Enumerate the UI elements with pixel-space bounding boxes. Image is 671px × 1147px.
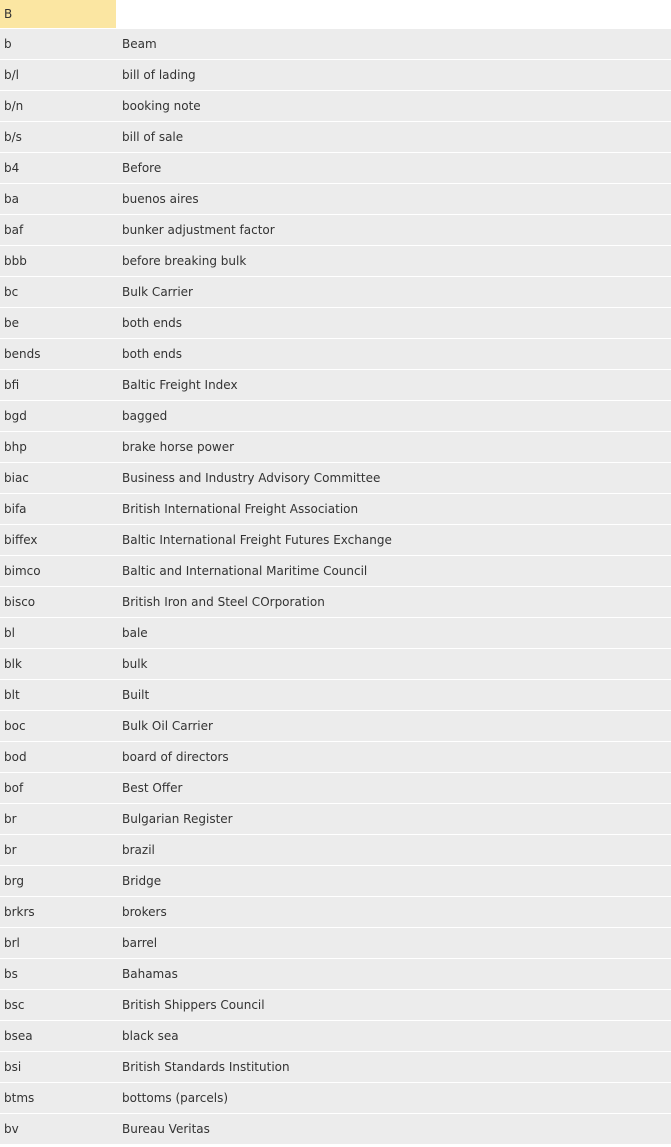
meaning-cell: British International Freight Association <box>116 494 671 525</box>
table-row <box>0 618 671 649</box>
meaning-cell: Baltic Freight Index <box>116 370 671 401</box>
table-row <box>0 742 671 773</box>
meaning-cell: Baltic International Freight Futures Exchange <box>116 525 671 556</box>
abbreviation-cell: bfi <box>0 370 116 401</box>
abbreviation-cell: bsea <box>0 1021 116 1052</box>
meaning-cell: bale <box>116 618 671 649</box>
table-row <box>0 184 671 215</box>
table-row <box>0 990 671 1021</box>
letter-header-row <box>0 0 671 29</box>
meaning-cell: British Iron and Steel COrporation <box>116 587 671 618</box>
meaning-cell: Bahamas <box>116 959 671 990</box>
table-row <box>0 308 671 339</box>
table-row <box>0 928 671 959</box>
meaning-cell: Bulk Carrier <box>116 277 671 308</box>
meaning-cell: Business and Industry Advisory Committee <box>116 463 671 494</box>
abbreviation-cell: biffex <box>0 525 116 556</box>
abbreviation-cell: bl <box>0 618 116 649</box>
meaning-cell: Bridge <box>116 866 671 897</box>
abbreviation-cell: brkrs <box>0 897 116 928</box>
meaning-cell: both ends <box>116 339 671 370</box>
meaning-cell: black sea <box>116 1021 671 1052</box>
abbreviation-cell: be <box>0 308 116 339</box>
table-row <box>0 525 671 556</box>
table-row <box>0 401 671 432</box>
table-row <box>0 91 671 122</box>
abbreviation-cell: brg <box>0 866 116 897</box>
meaning-cell: Bulgarian Register <box>116 804 671 835</box>
meaning-cell: bottoms (parcels) <box>116 1083 671 1114</box>
abbreviation-cell: bends <box>0 339 116 370</box>
abbreviation-cell: b4 <box>0 153 116 184</box>
table-row <box>0 1114 671 1145</box>
table-row <box>0 1052 671 1083</box>
meaning-cell: bulk <box>116 649 671 680</box>
meaning-cell: both ends <box>116 308 671 339</box>
abbreviation-cell: br <box>0 804 116 835</box>
abbreviation-cell: bv <box>0 1114 116 1145</box>
table-row <box>0 680 671 711</box>
table-row <box>0 773 671 804</box>
table-row <box>0 432 671 463</box>
meaning-cell: Before <box>116 153 671 184</box>
table-row <box>0 804 671 835</box>
table-row <box>0 587 671 618</box>
abbreviation-cell: bsi <box>0 1052 116 1083</box>
abbreviation-cell: bs <box>0 959 116 990</box>
abbreviation-cell: bbb <box>0 246 116 277</box>
meaning-cell: Beam <box>116 29 671 60</box>
table-row <box>0 339 671 370</box>
meaning-cell: Best Offer <box>116 773 671 804</box>
table-row <box>0 215 671 246</box>
table-row <box>0 556 671 587</box>
meaning-cell: British Shippers Council <box>116 990 671 1021</box>
table-row <box>0 959 671 990</box>
abbreviation-cell: blk <box>0 649 116 680</box>
meaning-cell: board of directors <box>116 742 671 773</box>
abbreviation-cell: biac <box>0 463 116 494</box>
abbreviation-cell: b <box>0 29 116 60</box>
letter-heading: B <box>0 0 116 29</box>
abbreviation-cell: br <box>0 835 116 866</box>
letter-heading-spacer <box>116 0 671 29</box>
meaning-cell: brazil <box>116 835 671 866</box>
abbreviation-cell: bimco <box>0 556 116 587</box>
meaning-cell: Built <box>116 680 671 711</box>
meaning-cell: barrel <box>116 928 671 959</box>
abbreviation-cell: baf <box>0 215 116 246</box>
meaning-cell: bill of sale <box>116 122 671 153</box>
table-row <box>0 897 671 928</box>
table-row <box>0 463 671 494</box>
meaning-cell: Bulk Oil Carrier <box>116 711 671 742</box>
table-row <box>0 246 671 277</box>
table-row <box>0 835 671 866</box>
table-row <box>0 277 671 308</box>
abbreviation-cell: bof <box>0 773 116 804</box>
abbreviation-cell: bsc <box>0 990 116 1021</box>
abbreviation-cell: bod <box>0 742 116 773</box>
meaning-cell: bill of lading <box>116 60 671 91</box>
abbreviation-cell: b/l <box>0 60 116 91</box>
abbreviation-cell: blt <box>0 680 116 711</box>
abbreviation-cell: bifa <box>0 494 116 525</box>
meaning-cell: booking note <box>116 91 671 122</box>
table-row <box>0 866 671 897</box>
abbreviation-cell: brl <box>0 928 116 959</box>
table-row <box>0 29 671 60</box>
table-row <box>0 1083 671 1114</box>
meaning-cell: bagged <box>116 401 671 432</box>
meaning-cell: bunker adjustment factor <box>116 215 671 246</box>
table-row <box>0 494 671 525</box>
abbreviation-cell: boc <box>0 711 116 742</box>
table-row <box>0 1021 671 1052</box>
table-row <box>0 711 671 742</box>
meaning-cell: buenos aires <box>116 184 671 215</box>
table-row <box>0 153 671 184</box>
table-row <box>0 60 671 91</box>
meaning-cell: before breaking bulk <box>116 246 671 277</box>
abbreviation-cell: bc <box>0 277 116 308</box>
table-row <box>0 370 671 401</box>
abbreviation-cell: btms <box>0 1083 116 1114</box>
meaning-cell: Bureau Veritas <box>116 1114 671 1145</box>
table-row <box>0 649 671 680</box>
abbreviation-cell: b/s <box>0 122 116 153</box>
abbreviation-cell: b/n <box>0 91 116 122</box>
abbreviation-cell: bisco <box>0 587 116 618</box>
abbreviation-cell: bhp <box>0 432 116 463</box>
table-row <box>0 122 671 153</box>
abbreviation-cell: bgd <box>0 401 116 432</box>
meaning-cell: brake horse power <box>116 432 671 463</box>
abbreviation-cell: ba <box>0 184 116 215</box>
meaning-cell: brokers <box>116 897 671 928</box>
meaning-cell: Baltic and International Maritime Council <box>116 556 671 587</box>
meaning-cell: British Standards Institution <box>116 1052 671 1083</box>
